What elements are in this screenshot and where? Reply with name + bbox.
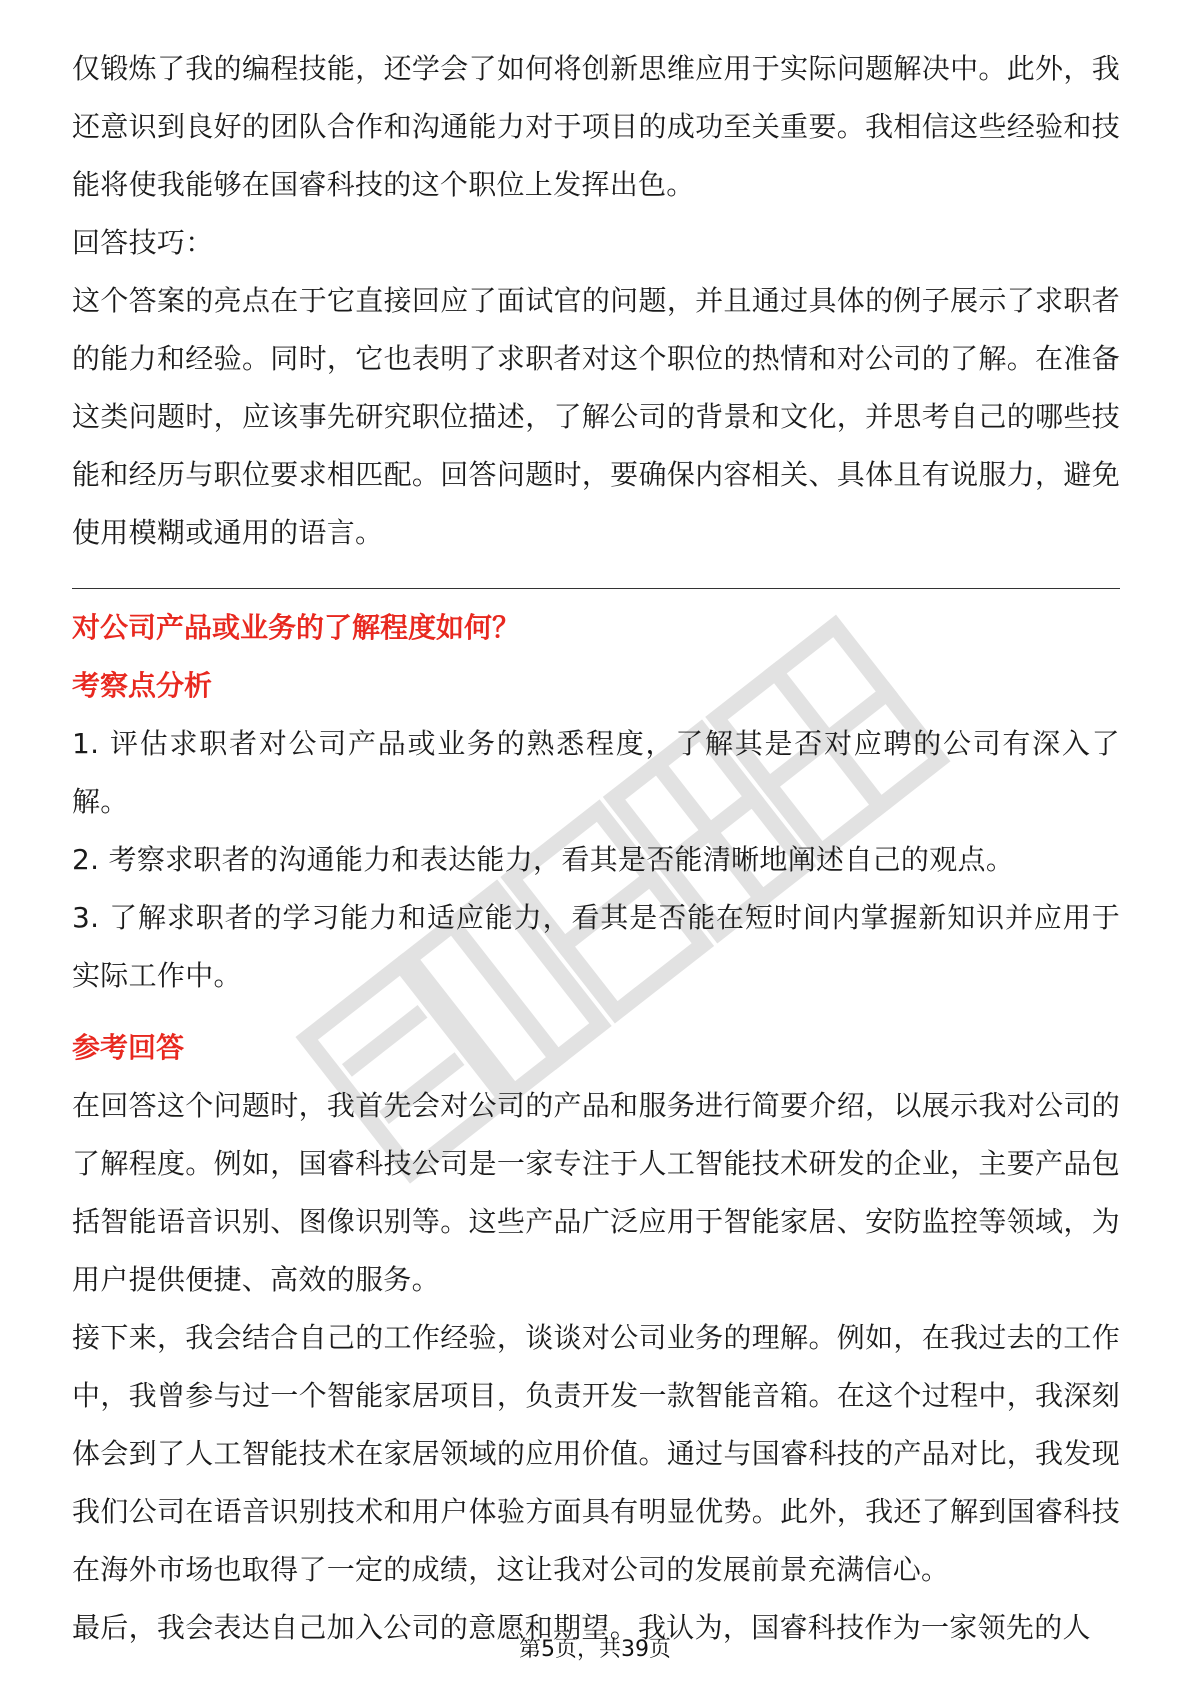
reference-paragraph: 最后，我会表达自己加入公司的意愿和期望。我认为，国睿科技作为一家领先的人	[72, 1611, 1091, 1644]
reference-paragraph: 在回答这个问题时，我首先会对公司的产品和服务进行简要介绍，以展示我对公司的了解程度。例如，国睿科技公司是一家专注于人工智能技术研发的企业，主要产品包括智能语音识别、图像识别等。这些产品广泛应用于智能家居、安防监控等领域，为用户提供便捷、高效的服务。	[72, 1089, 1120, 1296]
analysis-item: 1. 评估求职者对公司产品或业务的熟悉程度，了解其是否对应聘的公司有深入了解。	[72, 727, 1120, 818]
body-paragraph: 仅锻炼了我的编程技能，还学会了如何将创新思维应用于实际问题解决中。此外，我还意识到良好的团队合作和沟通能力对于项目的成功至关重要。我相信这些经验和技能将使我能够在国睿科技的这个职位上发挥出色。	[72, 52, 1120, 201]
section-divider	[72, 588, 1120, 589]
question-title: 对公司产品或业务的了解程度如何？	[72, 611, 521, 644]
analysis-heading: 考察点分析	[72, 669, 213, 702]
tips-label: 回答技巧：	[72, 226, 214, 259]
analysis-item: 2. 考察求职者的沟通能力和表达能力，看其是否能清晰地阐述自己的观点。	[72, 843, 1015, 876]
reference-heading: 参考回答	[72, 1031, 185, 1064]
reference-paragraph: 接下来，我会结合自己的工作经验，谈谈对公司业务的理解。例如，在我过去的工作中，我曾参与过一个智能家居项目，负责开发一款智能音箱。在这个过程中，我深刻体会到了人工智能技术在家居领域的应用价值。通过与国睿科技的产品对比，我发现我们公司在语音识别技术和用户体验方面具有明显优势。此外，我还了解到国睿科技在海外市场也取得了一定的成绩，这让我对公司的发展前景充满信心。	[72, 1321, 1120, 1586]
page-number: 第5页，共39页	[519, 1637, 671, 1662]
analysis-item: 3. 了解求职者的学习能力和适应能力，看其是否能在短时间内掌握新知识并应用于实际工作中。	[72, 901, 1120, 992]
page-content	[72, 40, 1120, 1657]
body-paragraph: 这个答案的亮点在于它直接回应了面试官的问题，并且通过具体的例子展示了求职者的能力和经验。同时，它也表明了求职者对这个职位的热情和对公司的了解。在准备这类问题时，应该事先研究职位描述，了解公司的背景和文化，并思考自己的哪些技能和经历与职位要求相匹配。回答问题时，要确保内容相关、具体且有说服力，避免使用模糊或通用的语言。	[72, 284, 1120, 549]
